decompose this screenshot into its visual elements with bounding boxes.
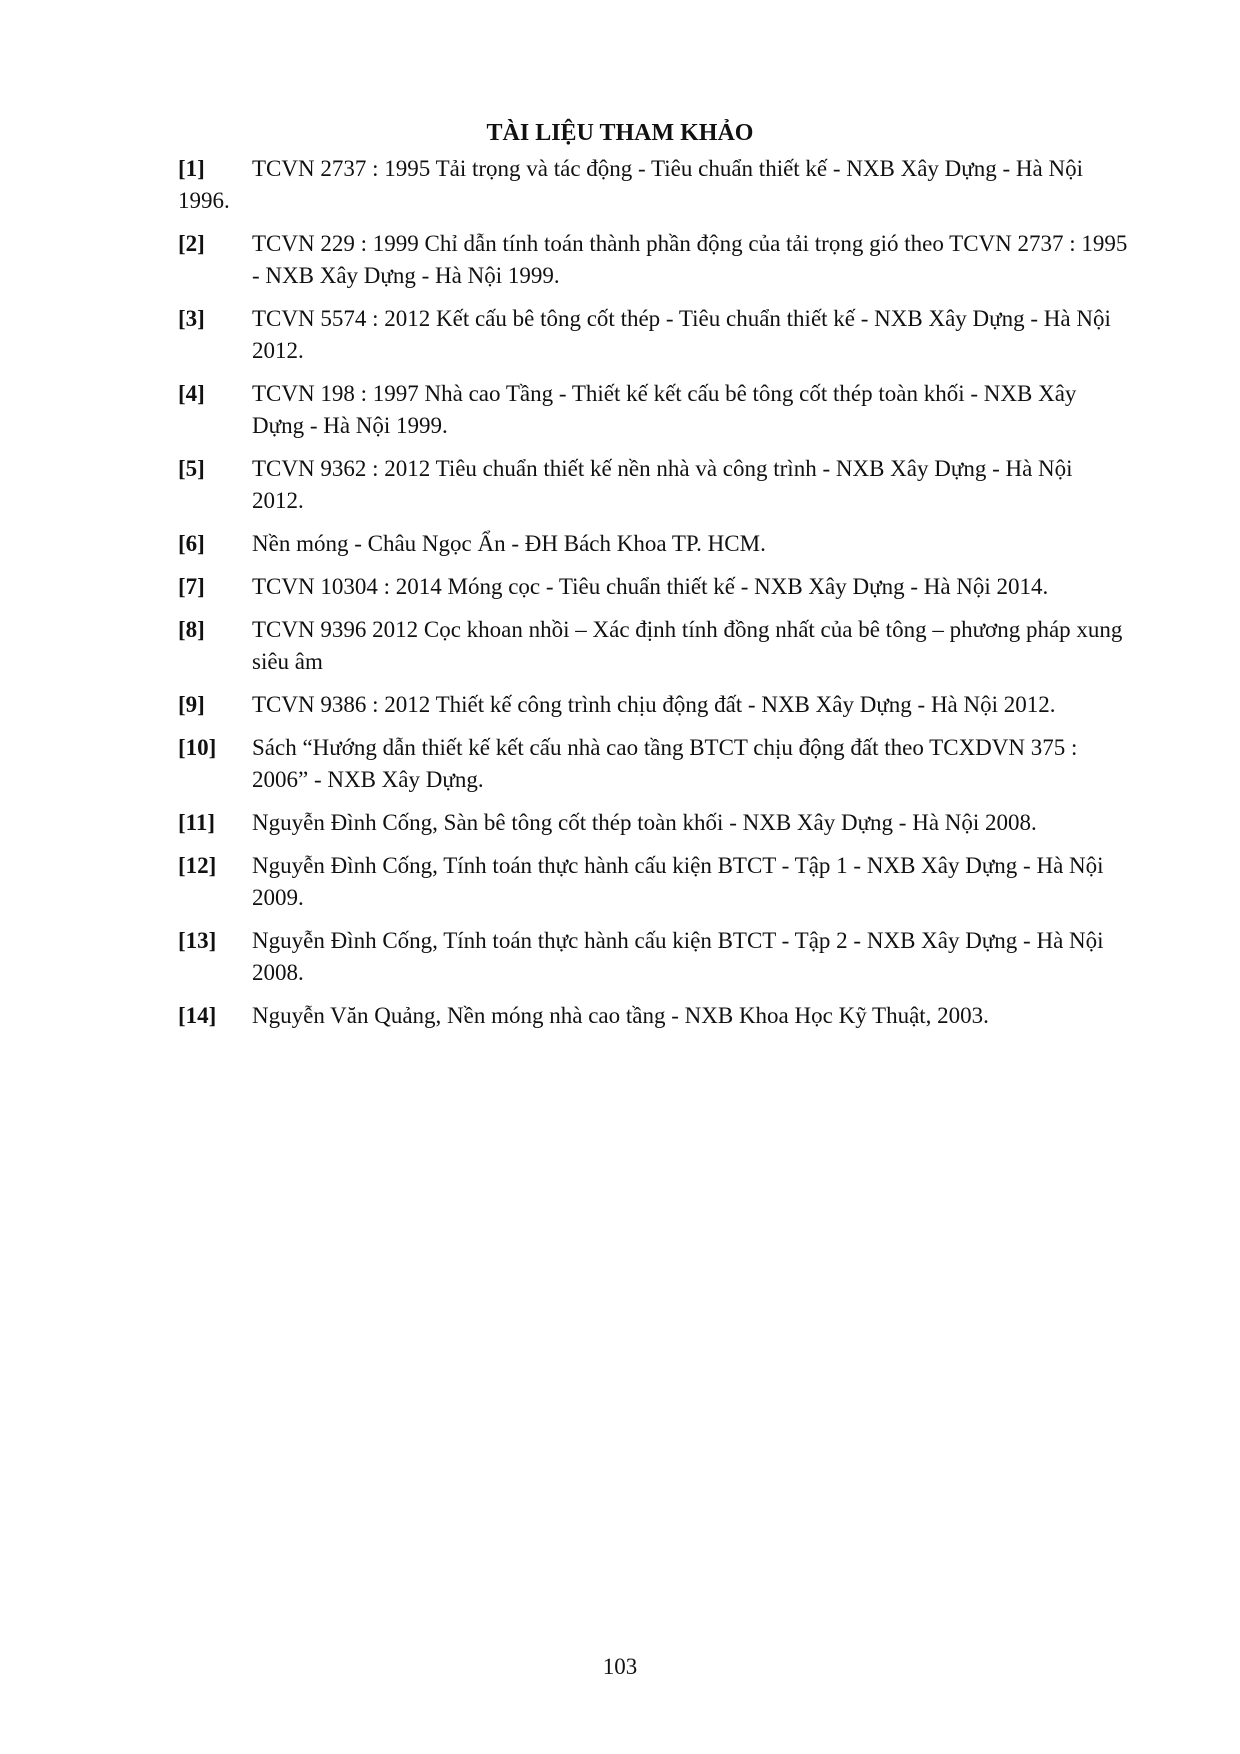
reference-number: [11] xyxy=(178,810,216,835)
reference-text: TCVN 9396 2012 Cọc khoan nhồi – Xác định tính đồng nhất của bê tông – phương pháp xung siêu âm xyxy=(252,617,1123,674)
reference-number: [9] xyxy=(178,692,205,717)
reference-text: Nguyễn Văn Quảng, Nền móng nhà cao tầng - NXB Khoa Học Kỹ Thuật, 2003. xyxy=(252,1003,989,1028)
reference-item-8 xyxy=(178,614,1130,678)
reference-number: [13] xyxy=(178,928,217,953)
reference-number: [4] xyxy=(178,381,205,406)
reference-number: [1] xyxy=(178,156,205,181)
references-title: TÀI LIỆU THAM KHẢO xyxy=(486,120,754,146)
reference-text: Nguyễn Đình Cống, Tính toán thực hành cấu kiện BTCT - Tập 1 - NXB Xây Dựng - Hà Nội 2009. xyxy=(252,853,1104,910)
reference-text: TCVN 2737 : 1995 Tải trọng và tác động - Tiêu chuẩn thiết kế - NXB Xây Dựng - Hà Nội 1996. xyxy=(178,156,1083,213)
reference-text: Nguyễn Đình Cống, Sàn bê tông cốt thép toàn khối - NXB Xây Dựng - Hà Nội 2008. xyxy=(252,810,1037,835)
reference-number: [14] xyxy=(178,1003,217,1028)
page-number: 103 xyxy=(602,1654,638,1679)
reference-text: TCVN 9386 : 2012 Thiết kế công trình chịu động đất - NXB Xây Dựng - Hà Nội 2012. xyxy=(252,692,1056,717)
reference-item-6 xyxy=(178,528,1130,560)
reference-item-2 xyxy=(178,228,1130,292)
reference-item-9 xyxy=(178,689,1130,721)
reference-number: [6] xyxy=(178,531,205,556)
reference-number: [2] xyxy=(178,231,205,256)
reference-list xyxy=(178,153,1130,1043)
reference-number: [12] xyxy=(178,853,217,878)
reference-item-5 xyxy=(178,453,1130,517)
reference-number: [10] xyxy=(178,735,217,760)
reference-item-13 xyxy=(178,925,1130,989)
reference-number: [3] xyxy=(178,306,205,331)
reference-text: TCVN 10304 : 2014 Móng cọc - Tiêu chuẩn thiết kế - NXB Xây Dựng - Hà Nội 2014. xyxy=(252,574,1049,599)
reference-text: Nền móng - Châu Ngọc Ẩn - ĐH Bách Khoa TP. HCM. xyxy=(252,531,766,556)
reference-item-7 xyxy=(178,571,1130,603)
reference-item-1 xyxy=(178,153,1130,217)
reference-text: TCVN 5574 : 2012 Kết cấu bê tông cốt thép - Tiêu chuẩn thiết kế - NXB Xây Dựng - Hà Nội 2012. xyxy=(252,306,1111,363)
reference-text: TCVN 9362 : 2012 Tiêu chuẩn thiết kế nền nhà và công trình - NXB Xây Dựng - Hà Nội 2012. xyxy=(252,456,1073,513)
reference-item-14 xyxy=(178,1000,1130,1032)
reference-item-4 xyxy=(178,378,1130,442)
reference-text: Nguyễn Đình Cống, Tính toán thực hành cấu kiện BTCT - Tập 2 - NXB Xây Dựng - Hà Nội 2008. xyxy=(252,928,1104,985)
reference-text: Sách “Hướng dẫn thiết kế kết cấu nhà cao tầng BTCT chịu động đất theo TCXDVN 375 : 2006” - NXB Xây Dựng. xyxy=(252,735,1078,792)
reference-item-3 xyxy=(178,303,1130,367)
reference-text: TCVN 229 : 1999 Chỉ dẫn tính toán thành phần động của tải trọng gió theo TCVN 2737 : 1995 - NXB Xây Dựng - Hà Nội 1999. xyxy=(252,231,1128,288)
reference-number: [5] xyxy=(178,456,205,481)
reference-text: TCVN 198 : 1997 Nhà cao Tầng - Thiết kế kết cấu bê tông cốt thép toàn khối - NXB Xây Dựng - Hà Nội 1999. xyxy=(252,381,1077,438)
reference-item-12 xyxy=(178,850,1130,914)
reference-item-10 xyxy=(178,732,1130,796)
reference-number: [8] xyxy=(178,617,205,642)
reference-item-11 xyxy=(178,807,1130,839)
reference-number: [7] xyxy=(178,574,205,599)
